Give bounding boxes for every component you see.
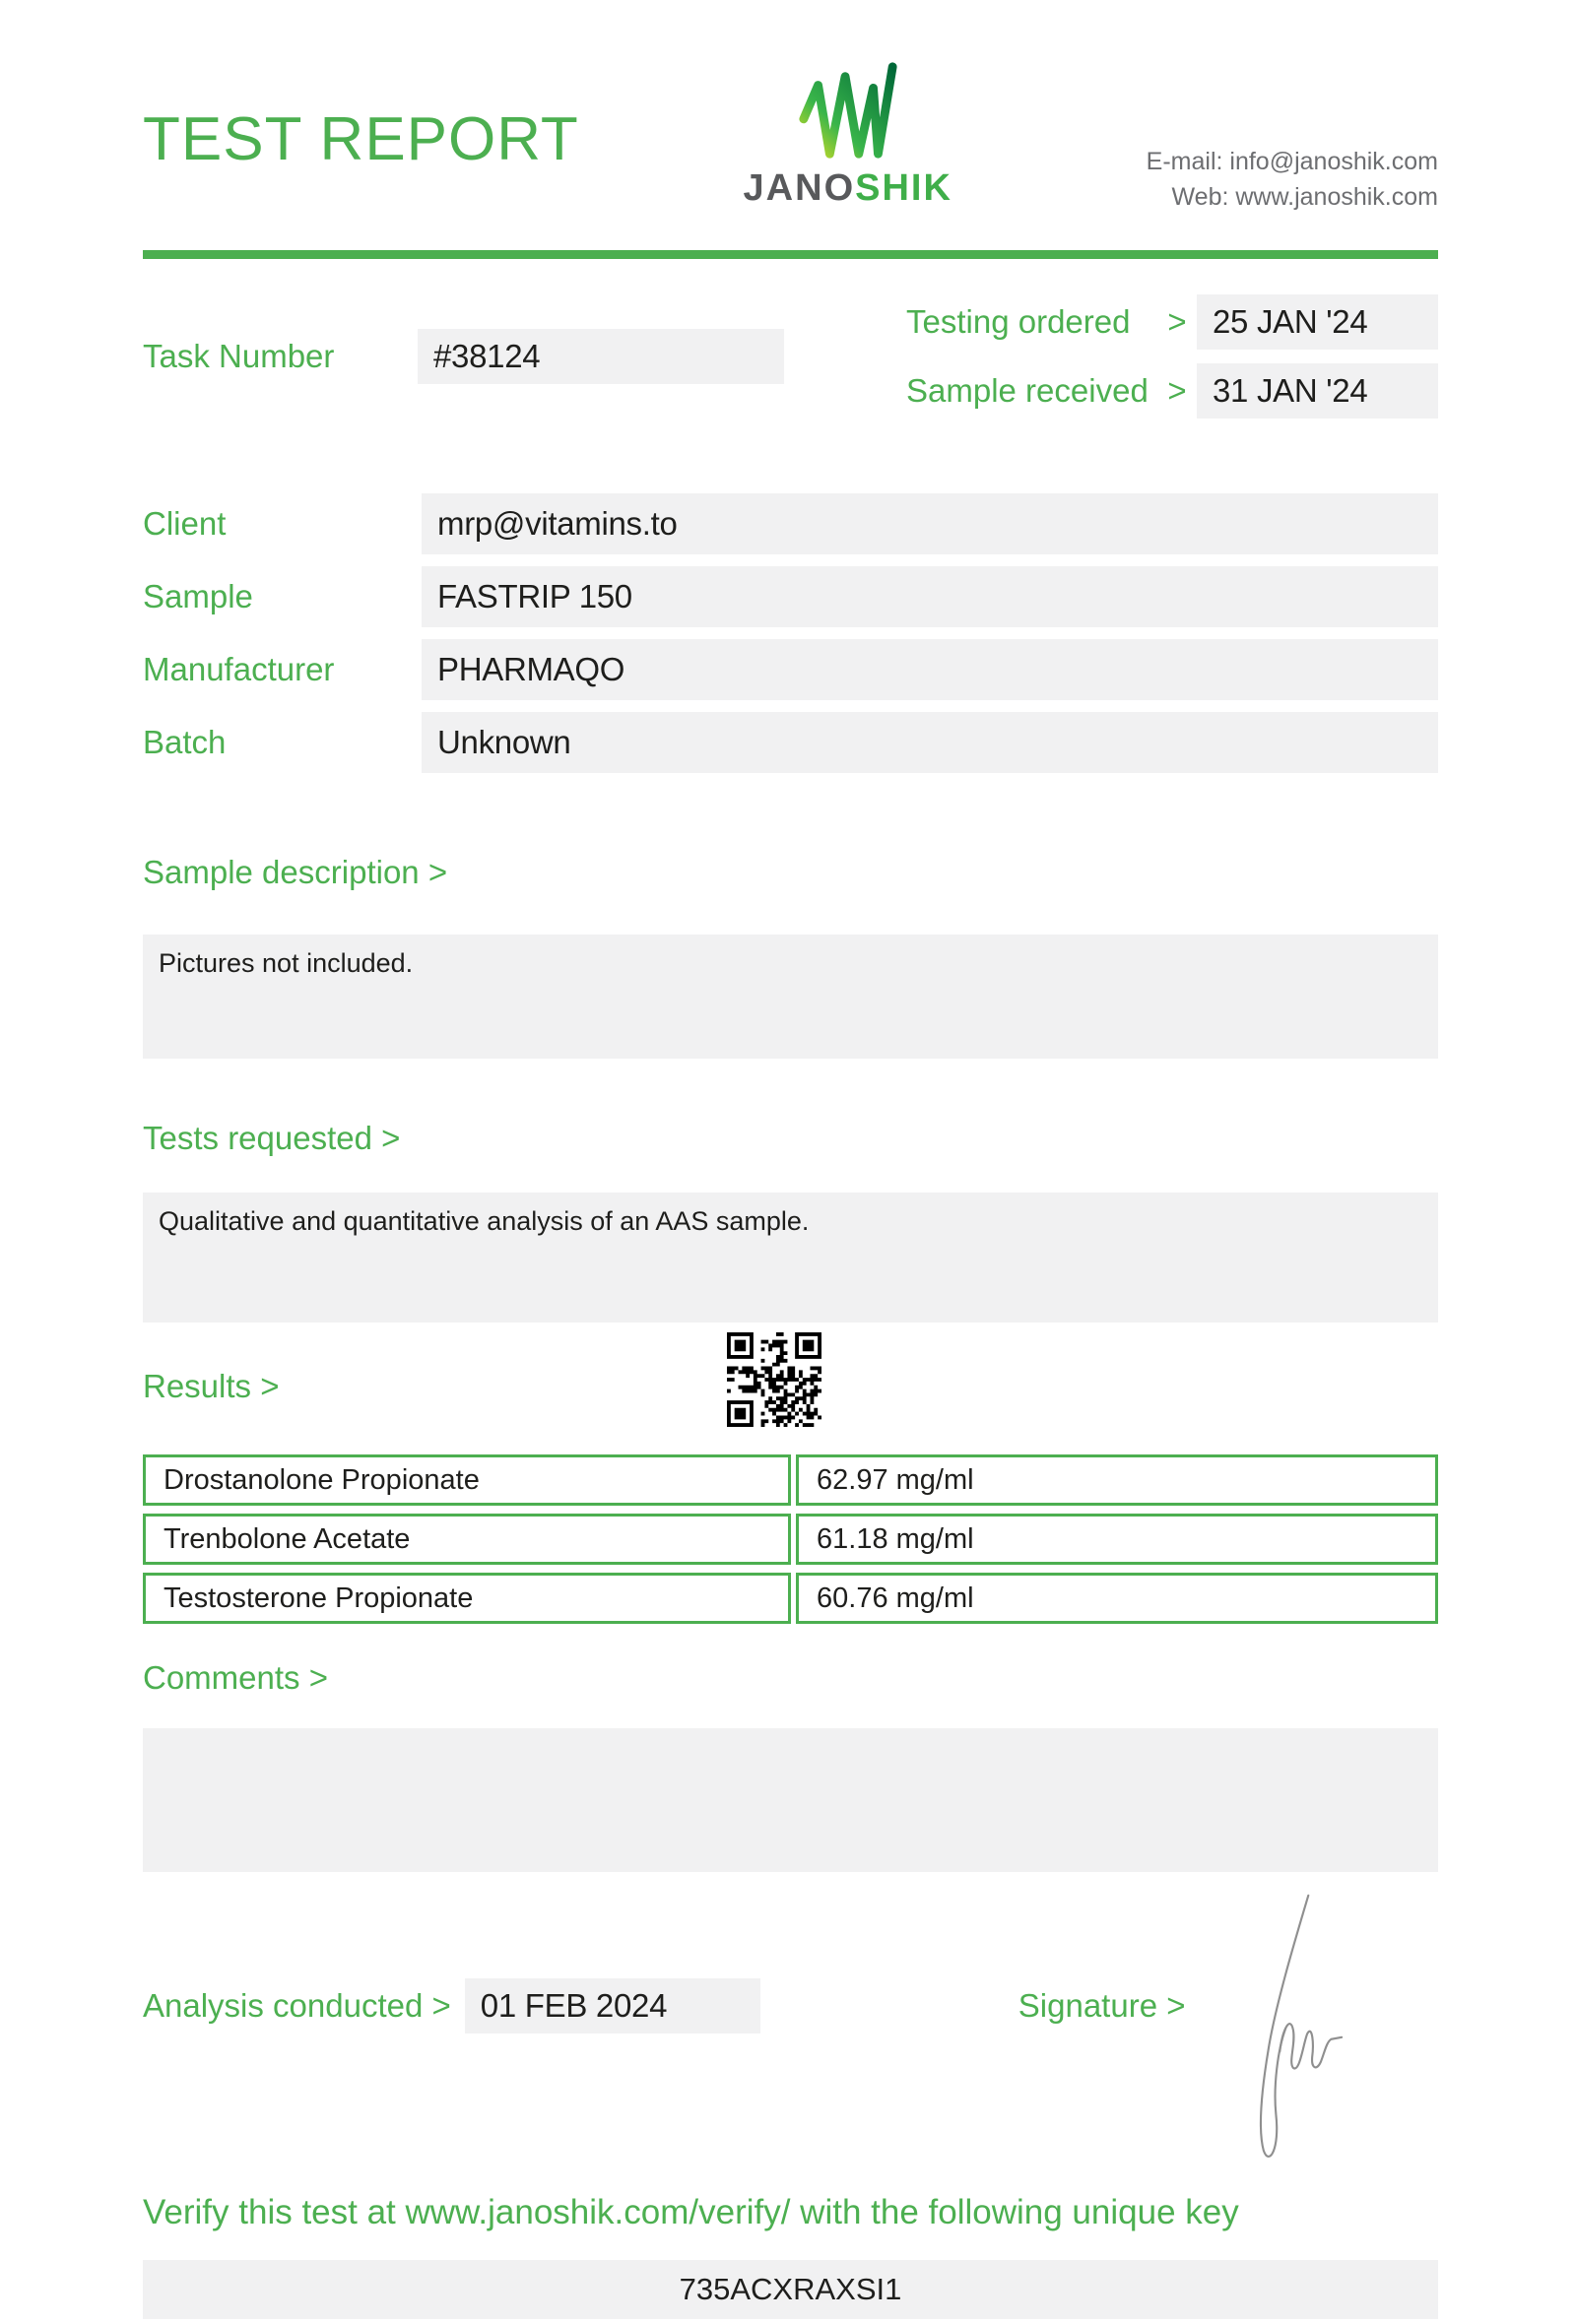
contact-email: E-mail: info@janoshik.com — [1146, 148, 1438, 175]
task-number-row — [143, 294, 784, 419]
header-divider — [143, 250, 1438, 259]
sample-received-row — [906, 363, 1438, 419]
sample-description-heading: Sample description > — [143, 854, 448, 890]
tests-requested-heading: Tests requested > — [143, 1120, 401, 1156]
task-number-label: Task Number — [143, 338, 335, 374]
client-value: mrp@vitamins.to — [422, 493, 1438, 554]
result-value: 60.76 mg/ml — [796, 1573, 1438, 1624]
results-table — [143, 1454, 1438, 1624]
info-row-batch — [143, 712, 1438, 773]
testing-ordered-label: Testing ordered — [906, 303, 1131, 340]
arrow-icon: > — [1167, 303, 1187, 340]
contact-web: Web: www.janoshik.com — [1171, 183, 1438, 211]
batch-value: Unknown — [422, 712, 1438, 773]
janoshik-logo — [744, 59, 952, 210]
result-compound: Testosterone Propionate — [143, 1573, 791, 1624]
table-row — [143, 1514, 1438, 1565]
info-row-sample — [143, 566, 1438, 627]
logo-text-jano: JANO — [743, 167, 856, 209]
page-title: TEST REPORT — [143, 105, 579, 173]
dates-group — [906, 294, 1438, 419]
logo-text-shik: SHIK — [855, 167, 952, 209]
table-row — [143, 1573, 1438, 1624]
task-number-value: #38124 — [418, 329, 784, 384]
result-value: 61.18 mg/ml — [796, 1514, 1438, 1565]
contact-info — [1147, 144, 1438, 215]
result-compound: Drostanolone Propionate — [143, 1454, 791, 1506]
testing-ordered-value: 25 JAN '24 — [1197, 294, 1438, 350]
info-row-client — [143, 493, 1438, 554]
manufacturer-label: Manufacturer — [143, 651, 335, 687]
signature-label: Signature > — [1018, 1987, 1186, 2024]
test-report-page — [143, 0, 1438, 2319]
testing-ordered-row — [906, 294, 1438, 350]
comments-heading: Comments > — [143, 1659, 328, 1696]
verify-text: Verify this test at www.janoshik.com/verify/ with the following unique key — [143, 2193, 1239, 2231]
results-heading: Results > — [143, 1368, 280, 1404]
sample-value: FASTRIP 150 — [422, 566, 1438, 627]
sample-info-section — [143, 493, 1438, 773]
comments-box — [143, 1728, 1438, 1872]
analysis-conducted-label: Analysis conducted > — [143, 1987, 451, 2024]
result-compound: Trenbolone Acetate — [143, 1514, 791, 1565]
table-row — [143, 1454, 1438, 1506]
batch-label: Batch — [143, 724, 227, 760]
analysis-date-value: 01 FEB 2024 — [465, 1978, 760, 2034]
sample-received-label: Sample received — [906, 372, 1149, 409]
meta-section — [143, 294, 1438, 419]
signature-image — [1214, 1890, 1361, 2175]
unique-key-value: 735ACXRAXSI1 — [143, 2260, 1438, 2319]
results-section — [143, 1368, 1438, 1624]
growth-chart-icon — [793, 59, 903, 165]
qr-code — [727, 1332, 821, 1427]
tests-requested-box: Qualitative and quantitative analysis of an AAS sample. — [143, 1193, 1438, 1323]
sample-label: Sample — [143, 578, 253, 614]
info-row-manufacturer — [143, 639, 1438, 700]
logo-wordmark — [744, 167, 952, 210]
manufacturer-value: PHARMAQO — [422, 639, 1438, 700]
header — [143, 57, 1438, 213]
arrow-icon: > — [1167, 372, 1187, 409]
client-label: Client — [143, 505, 227, 542]
sample-description-box: Pictures not included. — [143, 935, 1438, 1059]
footer-row — [143, 1978, 1438, 2034]
sample-received-value: 31 JAN '24 — [1197, 363, 1438, 419]
result-value: 62.97 mg/ml — [796, 1454, 1438, 1506]
